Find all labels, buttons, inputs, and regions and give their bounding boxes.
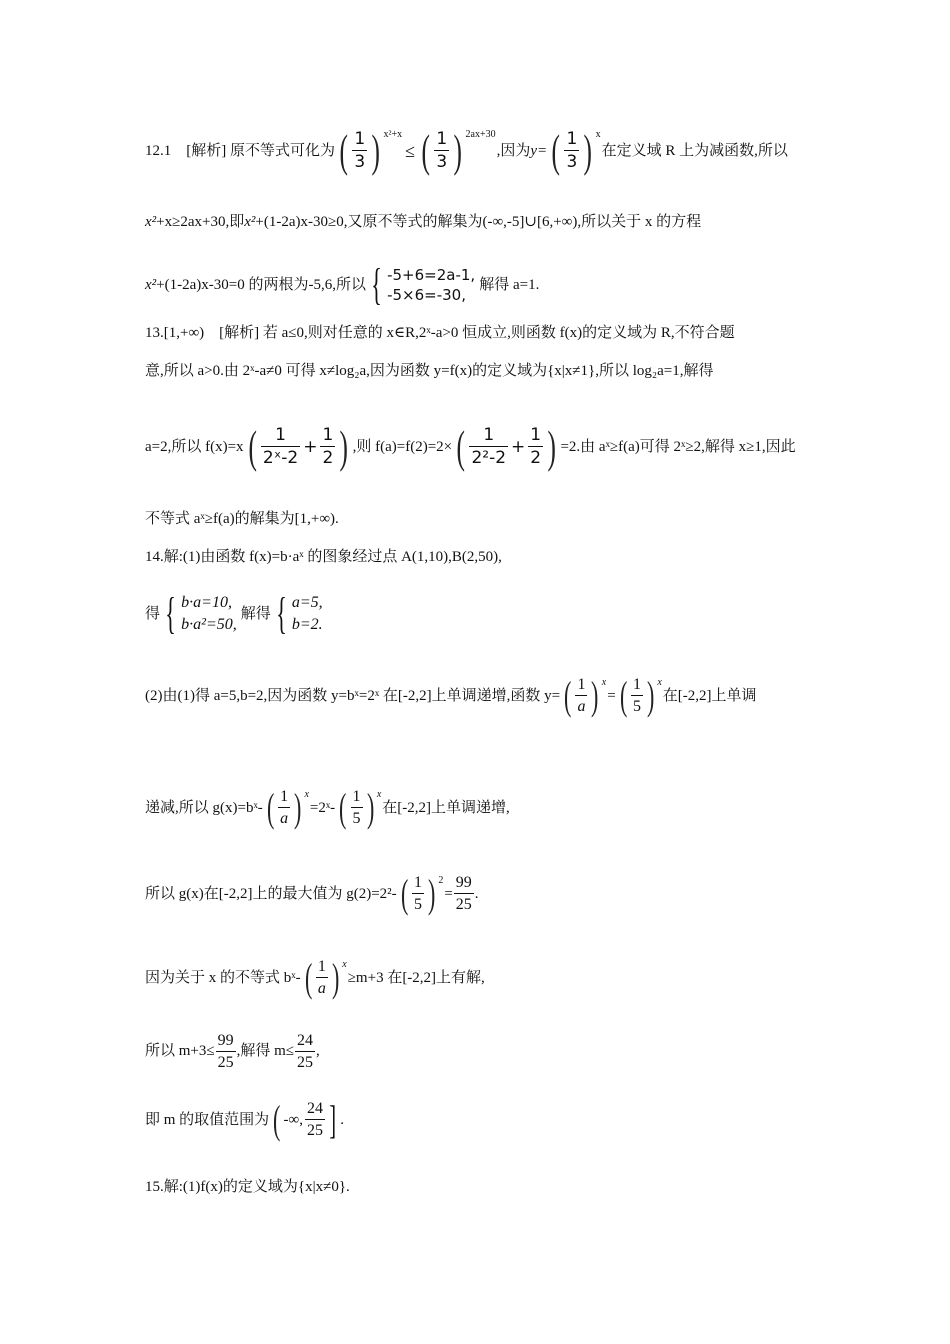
exponent: x (304, 789, 309, 800)
text: 13.[1,+∞) [解析] 若 a≤0,则对任意的 x∈R,2ˣ-a>0 恒成立,则函数 f(x)的定义域为 R,不符合题 (145, 325, 735, 341)
plus-sign: + (303, 436, 318, 457)
text: (2)由(1)得 a=5,b=2,因为函数 y=bˣ=2ˣ 在[-2,2]上单调递增,函数 y= (145, 687, 561, 704)
denominator: 25 (454, 893, 474, 914)
denominator: 25 (216, 1051, 236, 1072)
fraction-99-25 (454, 874, 474, 913)
numerator: 1 (566, 129, 578, 150)
left-brace: { (276, 589, 287, 638)
text: x² (244, 214, 256, 230)
interval: ( -∞, $\frac{24}{25}$ ] (273, 1097, 336, 1142)
exponent: x²+x (383, 129, 403, 140)
text: x² (145, 214, 157, 230)
p13-line-4 (145, 512, 339, 527)
text: , (316, 1043, 320, 1060)
text: 12.1 [解析] 原不等式可化为 (145, 142, 335, 159)
exponent: 2ax+30 (465, 129, 496, 140)
numerator: 1 (633, 676, 642, 694)
text: 14.解:(1)由函数 f(x)=b·aˣ 的图象经过点 A(1,10),B(2,50), (145, 549, 502, 565)
numerator: 1 (275, 425, 286, 446)
fraction-24-25 (295, 1032, 315, 1071)
denominator: a (278, 807, 290, 828)
p15-line-1 (145, 1180, 350, 1195)
left-brace: { (371, 260, 382, 309)
equation-system (181, 592, 237, 635)
numerator: 1 (577, 676, 586, 694)
paren-group: ( $\frac{1}{\text{2ˣ-2}}$ + $\frac{1}{2}$ ) (248, 421, 349, 472)
denominator: 5 (412, 893, 424, 914)
numerator: 24 (297, 1032, 314, 1049)
text: 解得 a=1. (479, 276, 540, 293)
denominator: a (575, 695, 587, 716)
fraction-one-fifth: ( $\frac{1}{5}$ ) x (339, 785, 382, 830)
text: 解得 (240, 605, 271, 622)
text: ,解得 m≤ (236, 1043, 295, 1060)
fraction-99-25 (216, 1032, 236, 1071)
equation-system (387, 265, 475, 306)
fraction-one-fifth: ( $\frac{1}{5}$ ) 2 (400, 871, 444, 916)
leq-sign: ≤ (405, 141, 416, 161)
numerator: 24 (306, 1100, 323, 1118)
denominator: 25 (295, 1051, 315, 1072)
numerator: 99 (455, 874, 472, 892)
p12-line-1 (145, 125, 788, 176)
equation: b=2. (291, 616, 323, 633)
text: ,则 f(a)=f(2)=2× (352, 438, 453, 455)
text: . (340, 1111, 345, 1128)
fraction-one-over-a: ( $\frac{1}{a}$ ) x (564, 673, 607, 718)
text: . (474, 885, 479, 902)
text: =2.由 aˣ≥f(a)可得 2ˣ≥2,解得 x≥1,因此 (560, 438, 796, 455)
text: 所以 m+3≤ (145, 1043, 215, 1060)
denominator: 5 (351, 807, 363, 828)
numerator: 1 (280, 788, 289, 806)
equation: -5×6=-30, (387, 286, 466, 304)
text: = (444, 885, 453, 902)
text: y= (530, 142, 548, 159)
p14-line-7 (145, 1032, 320, 1071)
text: =2ˣ- (309, 799, 336, 816)
text: ≥m+3 在[-2,2]上有解, (347, 969, 485, 986)
fraction-one-fifth: ( $\frac{1}{5}$ ) x (619, 673, 662, 718)
numerator: 1 (483, 425, 495, 446)
text: +x≥2ax+30,即 (156, 214, 245, 230)
p14-line-5 (145, 871, 479, 916)
numerator: 1 (352, 788, 361, 806)
equation-system (292, 592, 323, 635)
text: ,因为 (496, 142, 531, 159)
denominator: 3 (354, 152, 366, 172)
exponent: x (601, 677, 607, 688)
equation: a=5, (291, 594, 323, 612)
p14-line-2 (145, 589, 323, 638)
text: = (607, 687, 616, 704)
text: 意,所以 a>0.由 2ˣ-a≠0 可得 x≠log₂a,因为函数 y=f(x)的定义域为{x|x≠1},所以 log₂a=1,解得 (145, 363, 714, 379)
fraction-one-third: ( $\frac{1}{3}$ ) x (551, 125, 601, 176)
text: 得 (145, 605, 161, 622)
denominator: 25 (305, 1119, 325, 1140)
exponent: x (342, 959, 347, 970)
p12-line-2 (145, 215, 701, 230)
plus-sign: + (511, 436, 526, 457)
numerator: 1 (354, 129, 366, 150)
p12-line-3 (145, 260, 540, 309)
fraction-one-over-a: ( $\frac{1}{a}$ ) x (266, 785, 309, 830)
text: 因为关于 x 的不等式 bˣ- (145, 969, 301, 986)
text: 所以 g(x)在[-2,2]上的最大值为 g(2)=2²- (145, 885, 397, 902)
text: 即 m 的取值范围为 (145, 1111, 270, 1128)
text: x² (145, 276, 157, 293)
numerator: 1 (414, 874, 422, 892)
exponent: x (376, 789, 382, 800)
p14-line-1 (145, 550, 502, 565)
denominator: 2ˣ-2 (262, 448, 299, 468)
numerator: 1 (322, 425, 334, 446)
text: 在[-2,2]上单调 (662, 687, 757, 704)
text: 在[-2,2]上单调递增, (382, 799, 510, 816)
text: -∞, (283, 1111, 303, 1128)
p13-line-2 (145, 364, 713, 379)
denominator: 5 (631, 695, 643, 716)
text: 15.解:(1)f(x)的定义域为{x|x≠0}. (145, 1179, 350, 1195)
fraction-one-over-a: ( $\frac{1}{a}$ ) x (304, 955, 347, 1000)
text: a=2,所以 f(x)=x (145, 438, 244, 455)
p14-line-8 (145, 1097, 345, 1142)
text: +(1-2a)x-30≥0,又原不等式的解集为(-∞,-5]∪[6,+∞),所以关于 x 的方程 (255, 214, 702, 230)
equation: b·a²=50, (181, 616, 237, 633)
fraction-one-third: ( $\frac{1}{3}$ ) x²+x (339, 125, 403, 176)
p14-line-3 (145, 673, 757, 718)
denominator: 2²-2 (471, 448, 507, 468)
paren-group: ( $\frac{1}{\text{2²-2}}$ + $\frac{1}{2}$ ) (456, 421, 557, 472)
numerator: 1 (436, 129, 448, 150)
p14-line-4 (145, 785, 510, 830)
equation: -5+6=2a-1, (387, 265, 476, 284)
p13-line-1 (145, 326, 735, 341)
left-brace: { (165, 589, 176, 638)
text: 递减,所以 g(x)=bˣ- (145, 799, 263, 816)
denominator: 3 (436, 152, 448, 172)
text: 不等式 aˣ≥f(a)的解集为[1,+∞). (145, 511, 339, 527)
text: 在定义域 R 上为减函数,所以 (601, 142, 788, 159)
denominator: 2 (322, 448, 334, 468)
exponent: 2 (438, 875, 444, 886)
p14-line-6 (145, 955, 485, 1000)
numerator: 1 (530, 425, 542, 446)
denominator: a (316, 977, 328, 998)
fraction-one-third: ( $\frac{1}{3}$ ) 2ax+30 (421, 125, 496, 176)
equation: b·a=10, (181, 594, 232, 612)
p13-line-3 (145, 421, 796, 472)
text: +(1-2a)x-30=0 的两根为-5,6,所以 (156, 276, 366, 293)
denominator: 2 (530, 448, 542, 468)
denominator: 3 (566, 152, 578, 172)
exponent: x (595, 129, 601, 140)
exponent: x (657, 677, 662, 688)
numerator: 1 (317, 958, 326, 976)
numerator: 99 (217, 1032, 234, 1049)
